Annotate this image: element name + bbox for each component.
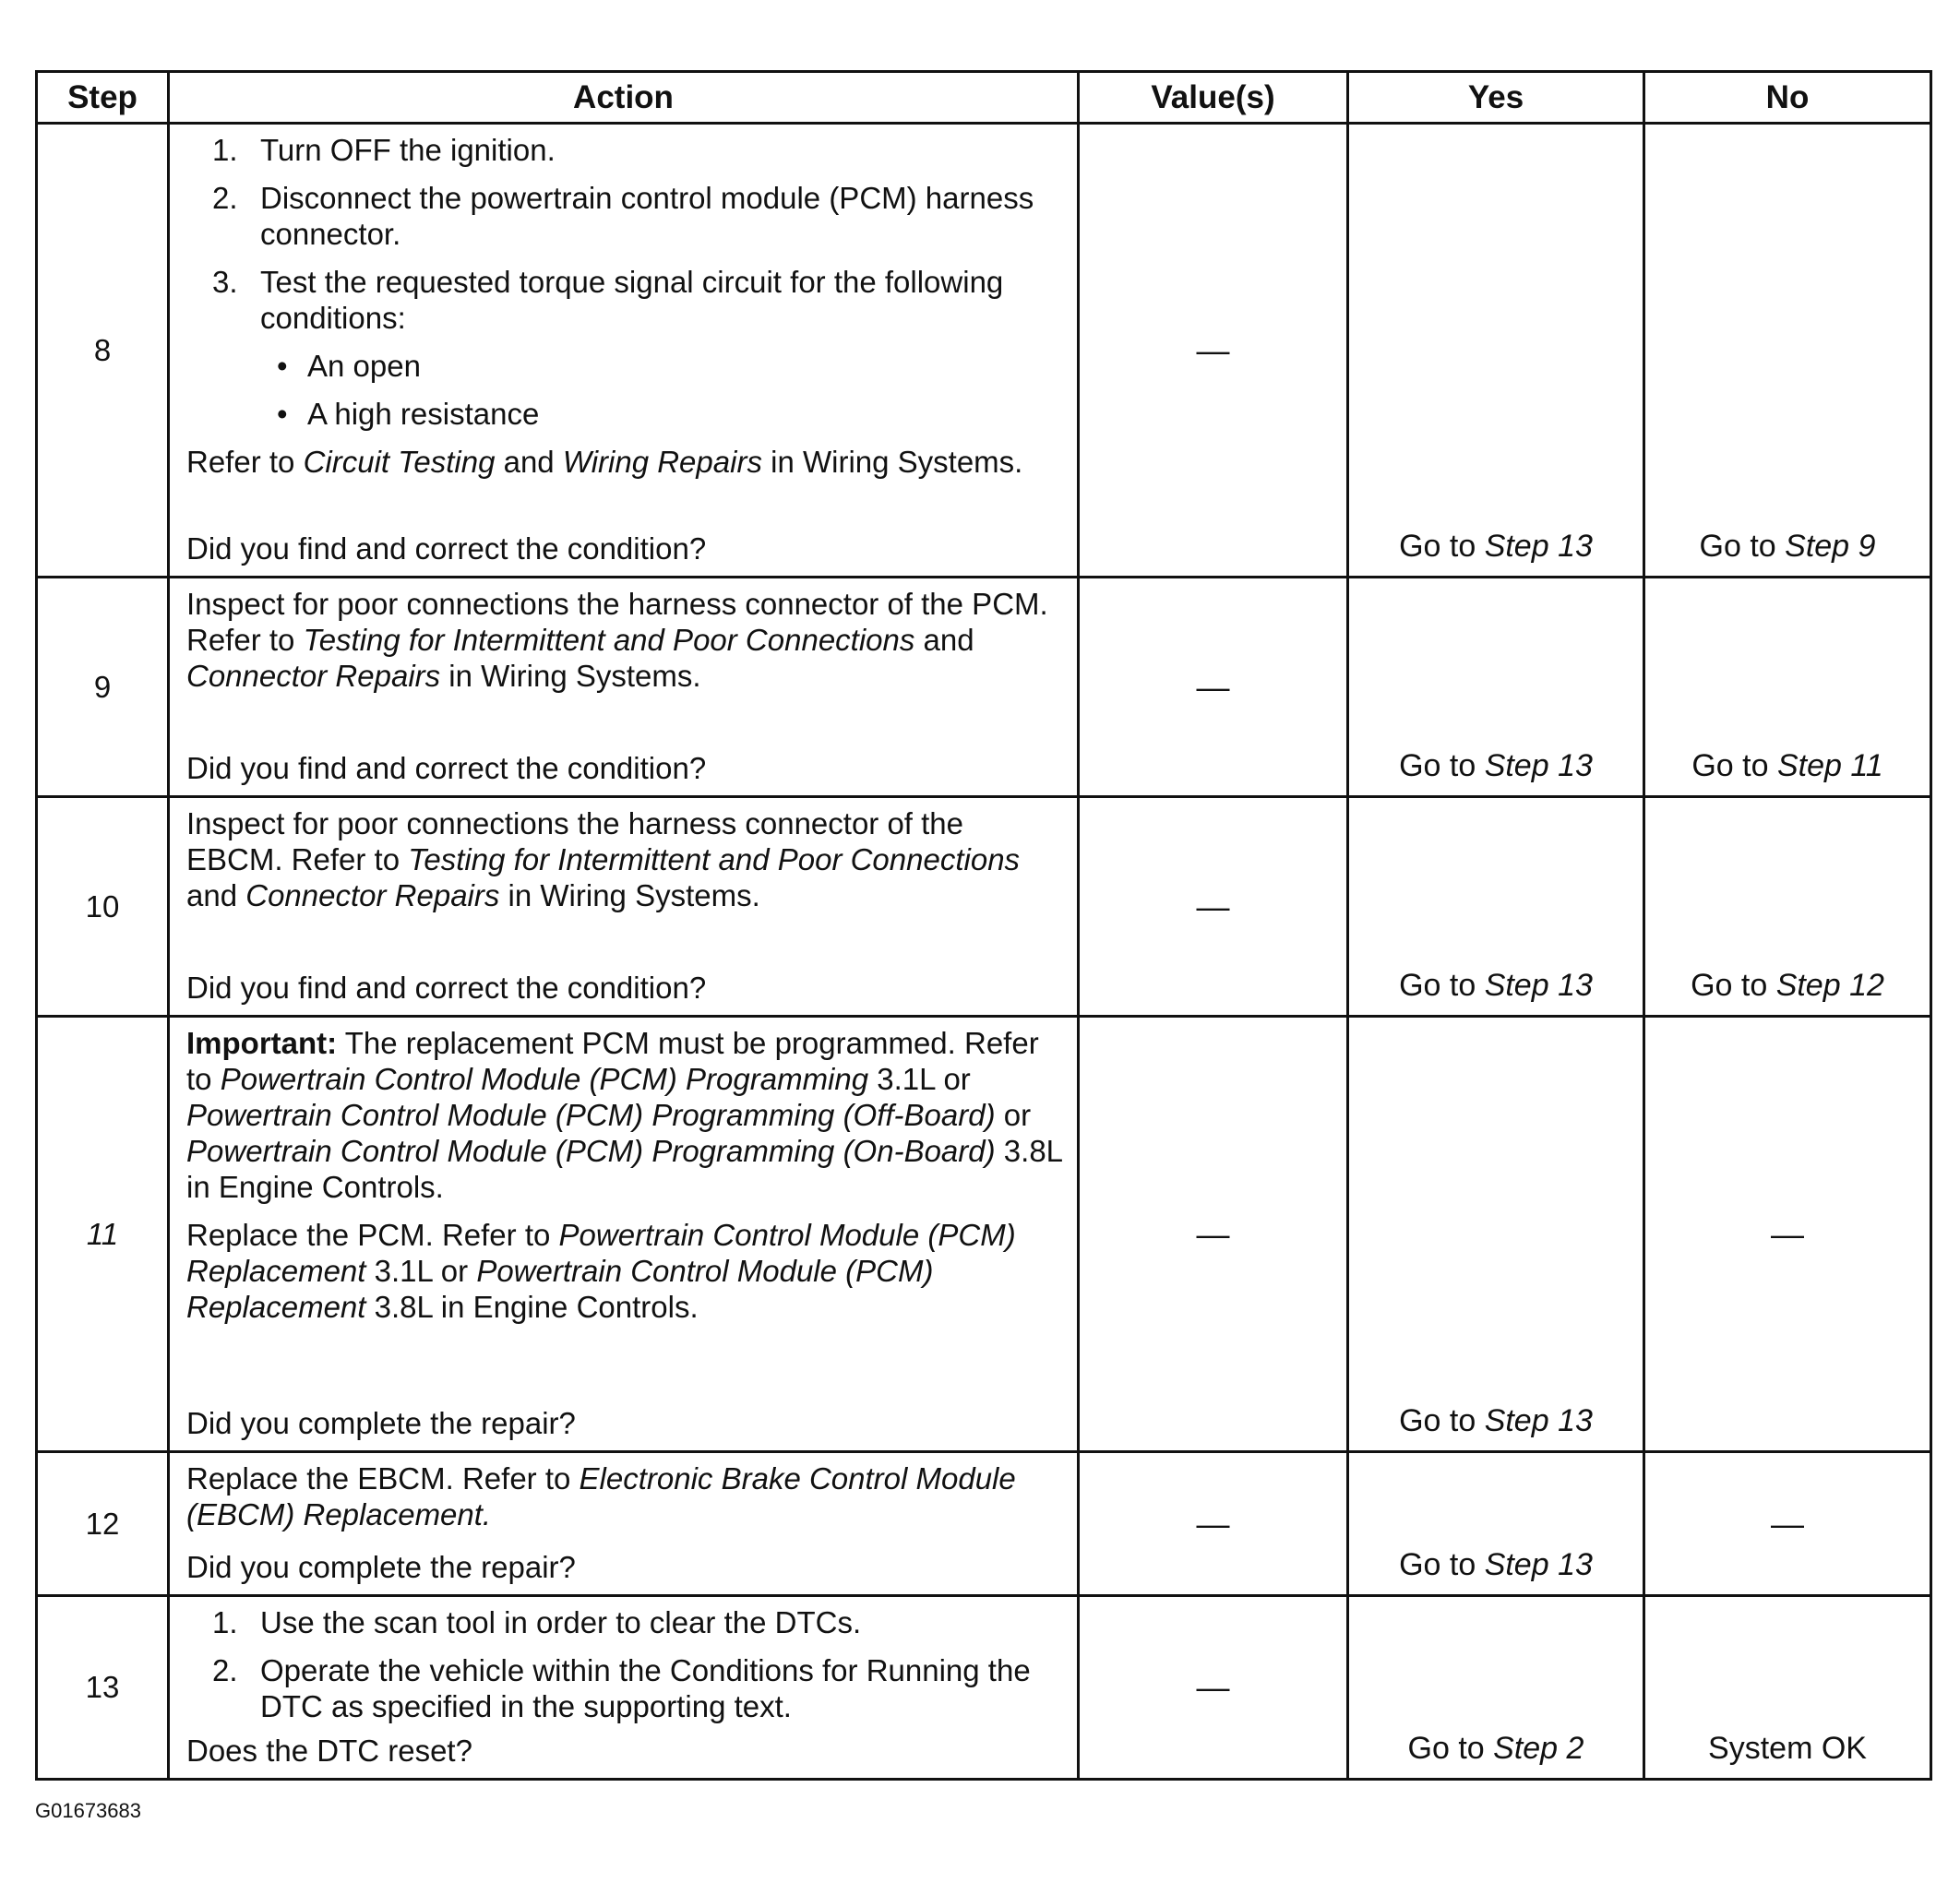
reference-link-text: Powertrain Control Module (PCM) Programming (On-Board) bbox=[186, 1134, 996, 1168]
text-run: Go to bbox=[1399, 968, 1485, 1003]
step-reference: Step 13 bbox=[1484, 748, 1593, 783]
text-run: Go to bbox=[1407, 1731, 1494, 1766]
question-text: Did you complete the repair? bbox=[186, 1550, 576, 1584]
list-item bbox=[186, 348, 1066, 384]
numbered-list bbox=[186, 132, 1066, 336]
step-reference: Step 9 bbox=[1785, 529, 1876, 564]
step-number: 11 bbox=[37, 1017, 169, 1452]
value-cell: — bbox=[1079, 578, 1348, 797]
text-run: and bbox=[914, 623, 974, 657]
item-text: An open bbox=[307, 349, 421, 383]
text-run: and bbox=[495, 445, 563, 479]
question-text: Did you complete the repair? bbox=[186, 1406, 576, 1440]
table-row-step-13 bbox=[37, 1596, 1931, 1780]
bullet-icon: • bbox=[277, 397, 288, 431]
bullet-icon: • bbox=[277, 349, 288, 383]
reference-link-text: Testing for Intermittent and Poor Connections bbox=[303, 623, 915, 657]
table-row-step-11 bbox=[37, 1017, 1931, 1452]
yes-cell bbox=[1348, 797, 1644, 1017]
text-run: Go to bbox=[1691, 748, 1777, 783]
instruction-text bbox=[186, 805, 1066, 913]
item-text: Turn OFF the ignition. bbox=[260, 133, 556, 167]
step-reference: Step 13 bbox=[1484, 1547, 1593, 1582]
reference-link-text: Powertrain Control Module (PCM) Programming bbox=[220, 1062, 869, 1096]
list-item bbox=[186, 1604, 1066, 1640]
header-yes: Yes bbox=[1348, 72, 1644, 124]
step-number: 13 bbox=[37, 1596, 169, 1780]
header-step: Step bbox=[37, 72, 169, 124]
reference-link-text: Powertrain Control Module (PCM) Programming (Off-Board) bbox=[186, 1098, 996, 1132]
reference-link-text: Wiring Repairs bbox=[562, 445, 762, 479]
yes-cell bbox=[1348, 124, 1644, 578]
no-cell: — bbox=[1644, 1017, 1931, 1452]
item-number: 1. bbox=[212, 1605, 238, 1639]
action-cell bbox=[169, 1596, 1079, 1780]
numbered-list bbox=[186, 1604, 1066, 1724]
text-run: 3.1L or bbox=[365, 1254, 477, 1288]
question-text: Does the DTC reset? bbox=[186, 1734, 472, 1768]
text-run: Inspect for poor connections the harness connector of the PCM. Refer to bbox=[186, 587, 1048, 657]
action-cell bbox=[169, 124, 1079, 578]
value-cell: — bbox=[1079, 1017, 1348, 1452]
step-reference: Step 13 bbox=[1484, 968, 1593, 1003]
no-cell bbox=[1644, 578, 1931, 797]
text-run: in Wiring Systems. bbox=[499, 878, 760, 912]
table-row-step-12 bbox=[37, 1452, 1931, 1596]
header-no: No bbox=[1644, 72, 1931, 124]
list-item bbox=[186, 180, 1066, 252]
step-number: 9 bbox=[37, 578, 169, 797]
action-cell bbox=[169, 578, 1079, 797]
item-text: A high resistance bbox=[307, 397, 540, 431]
text-run: The replacement PCM must be programmed. Refer to bbox=[186, 1026, 1039, 1096]
step-reference: Step 13 bbox=[1484, 529, 1593, 564]
table-row-step-10 bbox=[37, 797, 1931, 1017]
table-row-step-9 bbox=[37, 578, 1931, 797]
question-text: Did you find and correct the condition? bbox=[186, 751, 707, 785]
step-reference: Step 11 bbox=[1776, 748, 1883, 783]
list-item bbox=[186, 264, 1066, 336]
text-run: 3.1L or bbox=[868, 1062, 971, 1096]
action-cell bbox=[169, 1452, 1079, 1596]
item-text: Use the scan tool in order to clear the DTCs. bbox=[260, 1605, 862, 1639]
table-row-step-8 bbox=[37, 124, 1931, 578]
item-number: 2. bbox=[212, 1653, 238, 1687]
no-cell: — bbox=[1644, 1452, 1931, 1596]
reference-link-text: Powertrain Control Module (PCM) Replacement bbox=[186, 1218, 1016, 1288]
step-number: 12 bbox=[37, 1452, 169, 1596]
text-run: Replace the EBCM. Refer to bbox=[186, 1461, 580, 1496]
yes-cell bbox=[1348, 1596, 1644, 1780]
list-item bbox=[186, 1652, 1066, 1724]
value-cell: — bbox=[1079, 1596, 1348, 1780]
reference-link-text: Connector Repairs bbox=[186, 659, 441, 693]
important-label: Important: bbox=[186, 1026, 338, 1060]
step-reference: Step 12 bbox=[1775, 968, 1884, 1003]
diagnostic-table bbox=[35, 70, 1932, 1781]
reference-link-text: Powertrain Control Module (PCM) Replacement bbox=[186, 1254, 934, 1324]
list-item bbox=[186, 132, 1066, 168]
text-run: Go to bbox=[1399, 1403, 1485, 1438]
header-values: Value(s) bbox=[1079, 72, 1348, 124]
step-reference: Step 2 bbox=[1493, 1731, 1584, 1766]
value-cell: — bbox=[1079, 797, 1348, 1017]
no-cell bbox=[1644, 797, 1931, 1017]
step-number: 10 bbox=[37, 797, 169, 1017]
action-cell bbox=[169, 1017, 1079, 1452]
item-text: Disconnect the powertrain control module (PCM) harness connector. bbox=[260, 181, 1034, 251]
reference-link-text: Testing for Intermittent and Poor Connections bbox=[408, 842, 1021, 876]
no-cell: System OK bbox=[1644, 1596, 1931, 1780]
bullet-list bbox=[186, 348, 1066, 432]
text-run: Refer to bbox=[186, 445, 304, 479]
instruction-text bbox=[186, 1217, 1066, 1325]
text-run: Go to bbox=[1399, 529, 1485, 564]
figure-code: G01673683 bbox=[35, 1799, 141, 1822]
value-cell: — bbox=[1079, 124, 1348, 578]
yes-cell bbox=[1348, 578, 1644, 797]
text-run: Replace the PCM. Refer to bbox=[186, 1218, 559, 1252]
yes-cell bbox=[1348, 1017, 1644, 1452]
list-item bbox=[186, 396, 1066, 432]
header-action: Action bbox=[169, 72, 1079, 124]
reference-link-text: Connector Repairs bbox=[245, 878, 500, 912]
item-text: Operate the vehicle within the Conditions for Running the DTC as specified in the supporting text. bbox=[260, 1653, 1031, 1723]
text-run: Go to bbox=[1399, 1547, 1485, 1582]
reference-link-text: Electronic Brake Control Module (EBCM) Replacement. bbox=[186, 1461, 1016, 1531]
value-cell: — bbox=[1079, 1452, 1348, 1596]
instruction-text bbox=[186, 586, 1066, 694]
action-cell bbox=[169, 797, 1079, 1017]
text-run: in Wiring Systems. bbox=[440, 659, 701, 693]
step-reference: Step 13 bbox=[1484, 1403, 1593, 1438]
yes-cell bbox=[1348, 1452, 1644, 1596]
refer-text bbox=[186, 444, 1066, 480]
text-run: 3.8L in Engine Controls. bbox=[186, 1134, 1062, 1204]
item-number: 3. bbox=[212, 265, 238, 299]
reference-link-text: Circuit Testing bbox=[303, 445, 496, 479]
text-run: and bbox=[186, 878, 246, 912]
header-row bbox=[37, 72, 1931, 124]
question-text: Did you find and correct the condition? bbox=[186, 971, 707, 1005]
item-number: 1. bbox=[212, 133, 238, 167]
text-run: Go to bbox=[1691, 968, 1776, 1003]
instruction-text bbox=[186, 1460, 1066, 1532]
text-run: in Wiring Systems. bbox=[761, 445, 1023, 479]
item-number: 2. bbox=[212, 181, 238, 215]
text-run: Go to bbox=[1699, 529, 1786, 564]
important-note bbox=[186, 1025, 1066, 1205]
step-number: 8 bbox=[37, 124, 169, 578]
text-run: Inspect for poor connections the harness connector of the EBCM. Refer to bbox=[186, 806, 964, 876]
text-run: 3.8L in Engine Controls. bbox=[365, 1290, 699, 1324]
text-run: Go to bbox=[1399, 748, 1485, 783]
text-run: or bbox=[995, 1098, 1032, 1132]
item-text: Test the requested torque signal circuit for the following conditions: bbox=[260, 265, 1004, 335]
question-text: Did you find and correct the condition? bbox=[186, 531, 707, 566]
no-cell bbox=[1644, 124, 1931, 578]
